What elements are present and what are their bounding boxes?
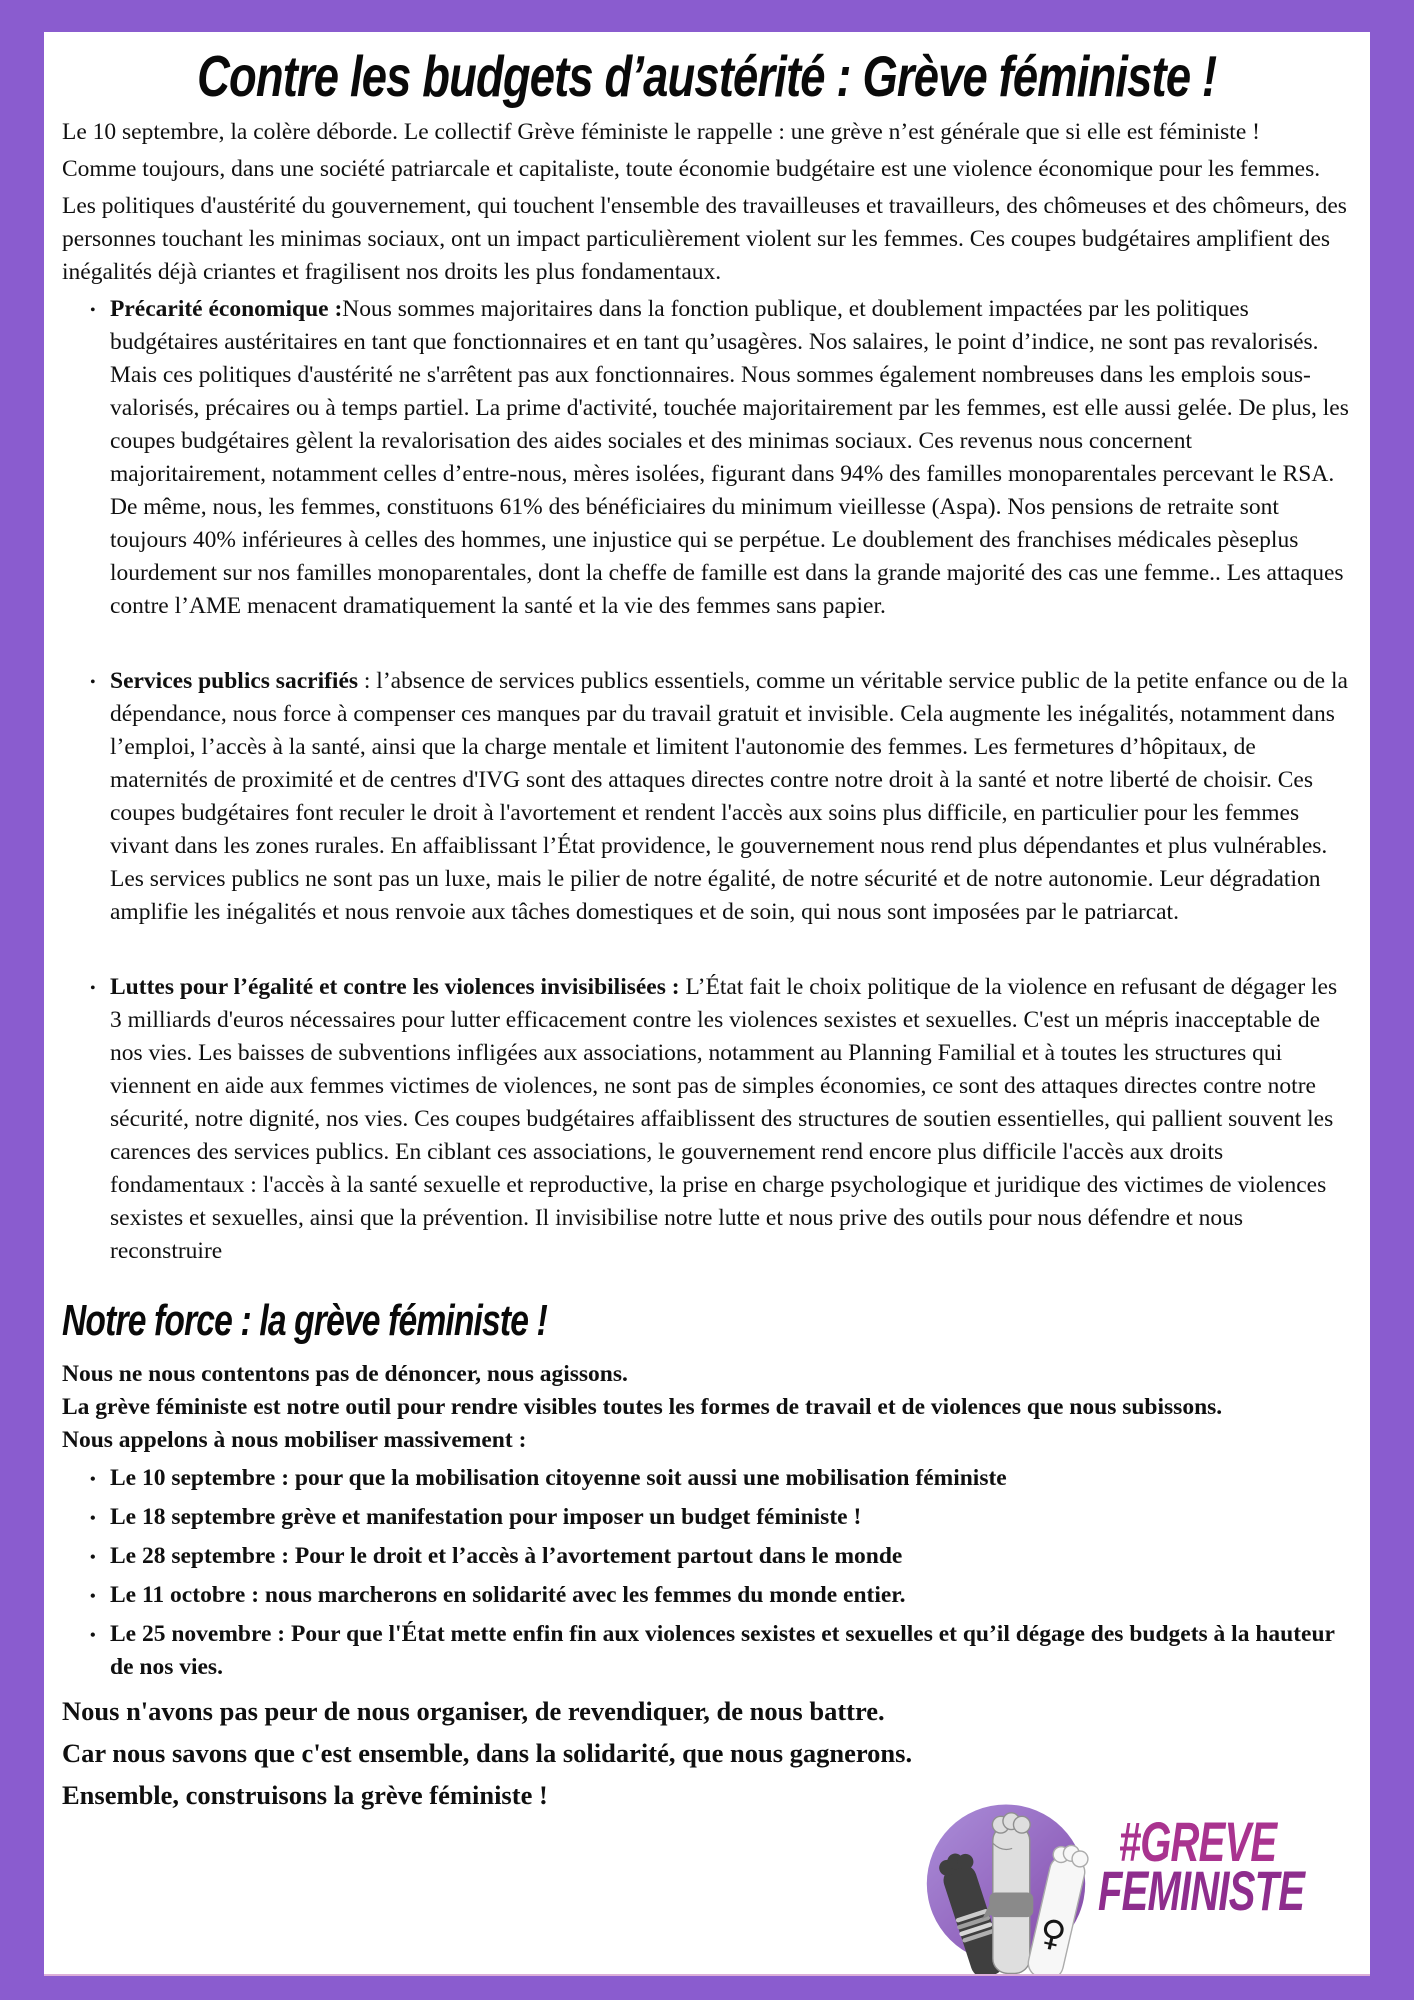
date-text: Le 25 novembre : Pour que l'État mette enfin fin aux violences sexistes et sexuelles et qu’il dégage des budgets à la hauteur de nos vies. — [110, 1621, 1335, 1680]
bullet-icon: • — [90, 302, 96, 319]
bullet-text: : l’absence de services publics essentiels, comme un véritable service public de la petite enfance ou de la dépendance, nous force à compenser ces manques par du travail gratuit et invisible. Cela augmente les inégalités, notamment dans l’emploi, l’accès à la santé, ainsi que la charge mentale et limitent l'autonomie des femmes. Les fermetures d’hôpitaux, de maternités de proximité et de centres d'IVG sont des attaques directes contre notre droit à la santé et notre liberté de choisir. Ces coupes budgétaires font reculer le droit à l'avortement et rendent l'accès aux soins plus difficile, en particulier pour les femmes vivant dans les zones rurales. En affaiblissant l’État providence, le gouvernement nous rend plus dépendantes et plus vulnérables. Les services publics ne sont pas un luxe, mais le pilier de notre égalité, de notre sécurité et de notre autonomie. Leur dégradation amplifie les inégalités et nous renvoie aux tâches domestiques et de soin, qui nous sont imposées par le patriarcat. — [110, 668, 1348, 925]
date-text: Le 10 septembre : pour que la mobilisation citoyenne soit aussi une mobilisation féministe — [110, 1465, 1007, 1491]
list-item-luttes-egalite — [90, 971, 1352, 1268]
intro-paragraph-3: Les politiques d'austérité du gouvernement, qui touchent l'ensemble des travailleuses et travailleurs, des chômeuses et des chômeurs, des personnes touchant les minimas sociaux, ont un impact particulièrement violent sur les femmes. Ces coupes budgétaires amplifient des inégalités déjà criantes et fragilisent nos droits les plus fondamentaux. — [62, 193, 1347, 285]
mobilisation-dates-list — [62, 1462, 1352, 1684]
female-symbol-icon: ♀ — [1035, 1910, 1071, 1957]
bullet-label: Services publics sacrifiés — [110, 668, 359, 694]
flyer-page — [44, 32, 1370, 1976]
list-item-11-octobre — [90, 1579, 1352, 1612]
bullet-icon: • — [90, 1471, 96, 1488]
wrist-band — [990, 1892, 1034, 1917]
bullet-label: Luttes pour l’égalité et contre les violences invisibilisées : — [110, 974, 680, 1000]
topics-list — [62, 293, 1352, 1268]
logo-line-feministe: FEMINISTE — [1098, 1859, 1305, 1923]
intro-paragraph-2: Comme toujours, dans une société patriarcale et capitaliste, toute économie budgétaire est une violence économique pour les femmes. — [62, 156, 1321, 182]
closing-line-1: Nous n'avons pas peur de nous organiser, de revendiquer, de nous battre. — [62, 1696, 885, 1726]
intro-paragraph-1: Le 10 septembre, la colère déborde. Le collectif Grève féministe le rappelle : une grève n’est générale que si elle est féministe ! — [62, 119, 1260, 145]
list-item-precarite — [90, 293, 1352, 623]
section-heading — [62, 1298, 1352, 1344]
greve-feministe-logo — [918, 1788, 1356, 1974]
logo-text — [1098, 1810, 1305, 1974]
list-item-25-novembre — [90, 1618, 1352, 1684]
bullet-icon: • — [90, 1549, 96, 1566]
bullet-label: Précarité économique : — [110, 296, 343, 322]
bullet-text: L’État fait le choix politique de la violence en refusant de dégager les 3 milliards d'euros nécessaires pour lutter efficacement contre les violences sexistes et sexuelles. C'est un mépris inacceptable de nos vies. Les baisses de subventions infligées aux associations, notamment au Planning Familial et à toutes les structures qui viennent en aide aux femmes victimes de violences, ne sont pas de simples économies, ce sont des attaques directes contre notre sécurité, notre dignité, nos vies. Ces coupes budgétaires affaiblissent des structures de soutien essentielles, qui pallient souvent les carences des services publics. En ciblant ces associations, le gouvernement rend encore plus difficile l'accès aux droits fondamentaux : l'accès à la santé sexuelle et reproductive, la prise en charge psychologique et juridique des victimes de violences sexistes et sexuelles, ainsi que la prévention. Il invisibilise notre lutte et nous prive des outils pour nous défendre et nous reconstruire — [110, 974, 1338, 1264]
page-title — [62, 46, 1352, 108]
section-heading-text: Notre force : la grève féministe ! — [62, 1297, 547, 1345]
list-item-28-septembre — [90, 1540, 1352, 1573]
closing-line-3: Ensemble, construisons la grève féministe ! — [62, 1780, 548, 1810]
closing-line-2: Car nous savons que c'est ensemble, dans la solidarité, que nous gagnerons. — [62, 1738, 913, 1768]
list-item-10-septembre — [90, 1462, 1352, 1495]
bullet-icon: • — [90, 980, 96, 997]
date-text: Le 11 octobre : nous marcherons en solidarité avec les femmes du monde entier. — [110, 1582, 906, 1608]
list-item-services-publics — [90, 665, 1352, 929]
page-title-text: Contre les budgets d’austérité : Grève féministe ! — [197, 45, 1217, 109]
date-text: Le 18 septembre grève et manifestation pour imposer un budget féministe ! — [110, 1504, 862, 1530]
bullet-text: Nous sommes majoritaires dans la fonction publique, et doublement impactées par les politiques budgétaires austéritaires en tant que fonctionnaires et en tant qu’usagères. Nos salaires, le point d’indice, ne sont pas revalorisés. Mais ces politiques d'austérité ne s'arrêtent pas aux fonctionnaires. Nous sommes également nombreuses dans les emplois sous-valorisés, précaires ou à temps partiel. La prime d'activité, touchée majoritairement par les femmes, est elle aussi gelée. De plus, les coupes budgétaires gèlent la revalorisation des aides sociales et des minimas sociaux. Ces revenus nous concernent majoritairement, notamment celles d’entre-nous, mères isolées, figurant dans 94% des familles monoparentales percevant le RSA. De même, nous, les femmes, constituons 61% des bénéficiaires du minimum vieillesse (Aspa). Nos pensions de retraite sont toujours 40% inférieures à celles des hommes, une injustice qui se perpétue. Le doublement des franchises médicales pèseplus lourdement sur nos familles monoparentales, dont la cheffe de famille est dans la grande majorité des cas une femme.. Les attaques contre l’AME menacent dramatiquement la santé et la vie des femmes sans papier. — [110, 296, 1349, 619]
raised-fists-illustration — [918, 1788, 1094, 1974]
logo-line-greve: #GREVE — [1119, 1810, 1277, 1874]
bullet-icon: • — [90, 1627, 96, 1644]
force-line-2: La grève féministe est notre outil pour rendre visibles toutes les formes de travail et de violences que nous subissons. — [62, 1394, 1223, 1420]
list-item-18-septembre — [90, 1501, 1352, 1534]
force-line-1: Nous ne nous contentons pas de dénoncer, nous agissons. — [62, 1361, 628, 1387]
force-line-3: Nous appelons à nous mobiliser massivement : — [62, 1427, 527, 1453]
bullet-icon: • — [90, 1510, 96, 1527]
bullet-icon: • — [90, 674, 96, 691]
bullet-icon: • — [90, 1588, 96, 1605]
date-text: Le 28 septembre : Pour le droit et l’accès à l’avortement partout dans le monde — [110, 1543, 903, 1569]
